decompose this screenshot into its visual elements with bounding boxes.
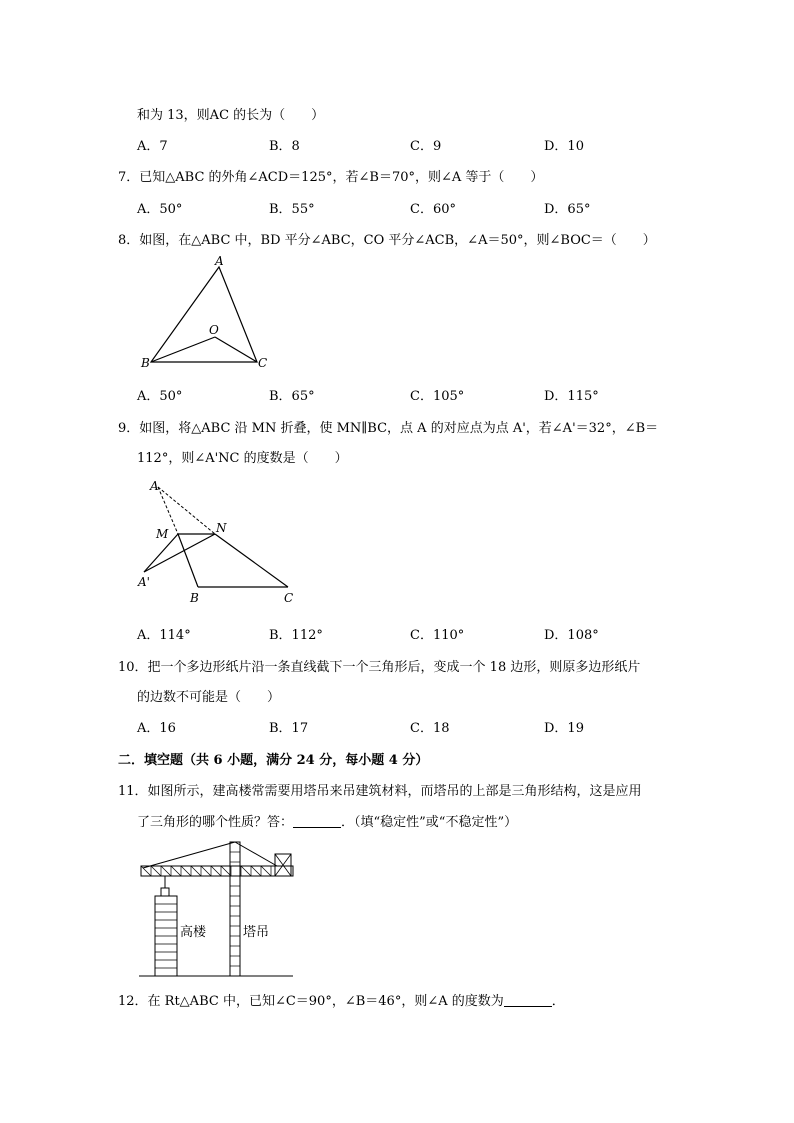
option-c: C．60°: [410, 202, 456, 217]
cable-right: [235, 842, 277, 866]
triangle-abc: [151, 267, 257, 362]
q12-text: [118, 990, 565, 1009]
q7-text: 7．已知△ABC 的外角∠ACD＝125°，若∠B＝70°，则∠A 等于（ ）: [118, 170, 544, 185]
q11-crane-figure: [135, 838, 300, 980]
q6-text: 和为 13，则AC 的长为（ ）: [137, 108, 325, 123]
option-d: D．108°: [544, 628, 599, 643]
option-c: C．110°: [410, 628, 465, 643]
q12-text-pre: 12．在 Rt△ABC 中，已知∠C＝90°，∠B＝46°，则∠A 的度数为: [118, 994, 504, 1009]
option-a: A．7: [137, 139, 168, 154]
q12-text-post: ．: [551, 994, 565, 1009]
section-2-heading: 二．填空题（共 6 小题，满分 24 分，每小题 4 分）: [118, 753, 429, 768]
label-a-prime: A': [138, 575, 150, 589]
label-crane: 塔吊: [243, 925, 270, 940]
option-a: A．50°: [137, 202, 183, 217]
q11-text-post: ．（填“稳定性”或“不稳定性”）: [341, 815, 518, 830]
crane-jib: [141, 866, 293, 876]
label-m: M: [156, 527, 169, 541]
q9-text-line1: 9．如图，将△ABC 沿 MN 折叠，使 MN∥BC，点 A 的对应点为点 A'，若∠A'＝32°，∠B＝: [118, 421, 659, 436]
q9-fold-figure: [130, 472, 310, 607]
option-a: A．50°: [137, 389, 183, 404]
answer-blank[interactable]: [504, 994, 552, 1007]
q6-options: [137, 135, 737, 153]
option-d: D．115°: [544, 389, 599, 404]
option-b: B．8: [269, 139, 300, 154]
label-building: 高楼: [180, 925, 207, 940]
segment-co: [215, 337, 257, 362]
option-a: A．16: [137, 721, 176, 736]
option-d: D．10: [544, 139, 584, 154]
label-a: A: [215, 255, 224, 268]
option-a: A．114°: [137, 628, 191, 643]
label-b: B: [141, 356, 150, 370]
label-c: C: [258, 356, 268, 370]
option-b: B．65°: [269, 389, 315, 404]
q11-text-pre: 了三角形的哪个性质？答：: [137, 815, 294, 830]
q9-text-line2: 112°，则∠A'NC 的度数是（ ）: [137, 451, 348, 466]
option-c: C．18: [410, 721, 450, 736]
label-a: A: [150, 479, 159, 493]
q10-options: [137, 717, 737, 735]
q10-text-line1: 10．把一个多边形纸片沿一条直线截下一个三角形后，变成一个 18 边形，则原多边形纸片: [118, 660, 641, 675]
cable-left: [143, 842, 235, 868]
q10-text-line2: 的边数不可能是（ ）: [137, 690, 281, 705]
option-b: B．55°: [269, 202, 315, 217]
q8-triangle-figure: [135, 255, 285, 375]
label-o: O: [209, 323, 219, 337]
q7-options: [137, 198, 737, 216]
label-n: N: [216, 521, 227, 535]
segment-mb: [178, 534, 198, 587]
option-c: C．9: [410, 139, 442, 154]
q11-text-line2: [137, 811, 517, 830]
label-c: C: [284, 591, 294, 605]
q8-options: [137, 385, 737, 403]
label-b: B: [190, 591, 199, 605]
segment-a1n: [144, 534, 215, 572]
option-b: B．17: [269, 721, 309, 736]
q11-text-line1: 11．如图所示，建高楼常需要用塔吊来吊建筑材料，而塔吊的上部是三角形结构，这是应用: [118, 784, 642, 799]
q9-options: [137, 624, 737, 642]
q8-text: 8．如图，在△ABC 中，BD 平分∠ABC，CO 平分∠ACB，∠A＝50°，则∠BOC＝（ ）: [118, 233, 656, 248]
option-d: D．65°: [544, 202, 591, 217]
segment-nc: [215, 534, 288, 587]
option-d: D．19: [544, 721, 584, 736]
option-b: B．112°: [269, 628, 323, 643]
answer-blank[interactable]: [293, 815, 341, 828]
hook-load: [161, 888, 169, 896]
option-c: C．105°: [410, 389, 465, 404]
